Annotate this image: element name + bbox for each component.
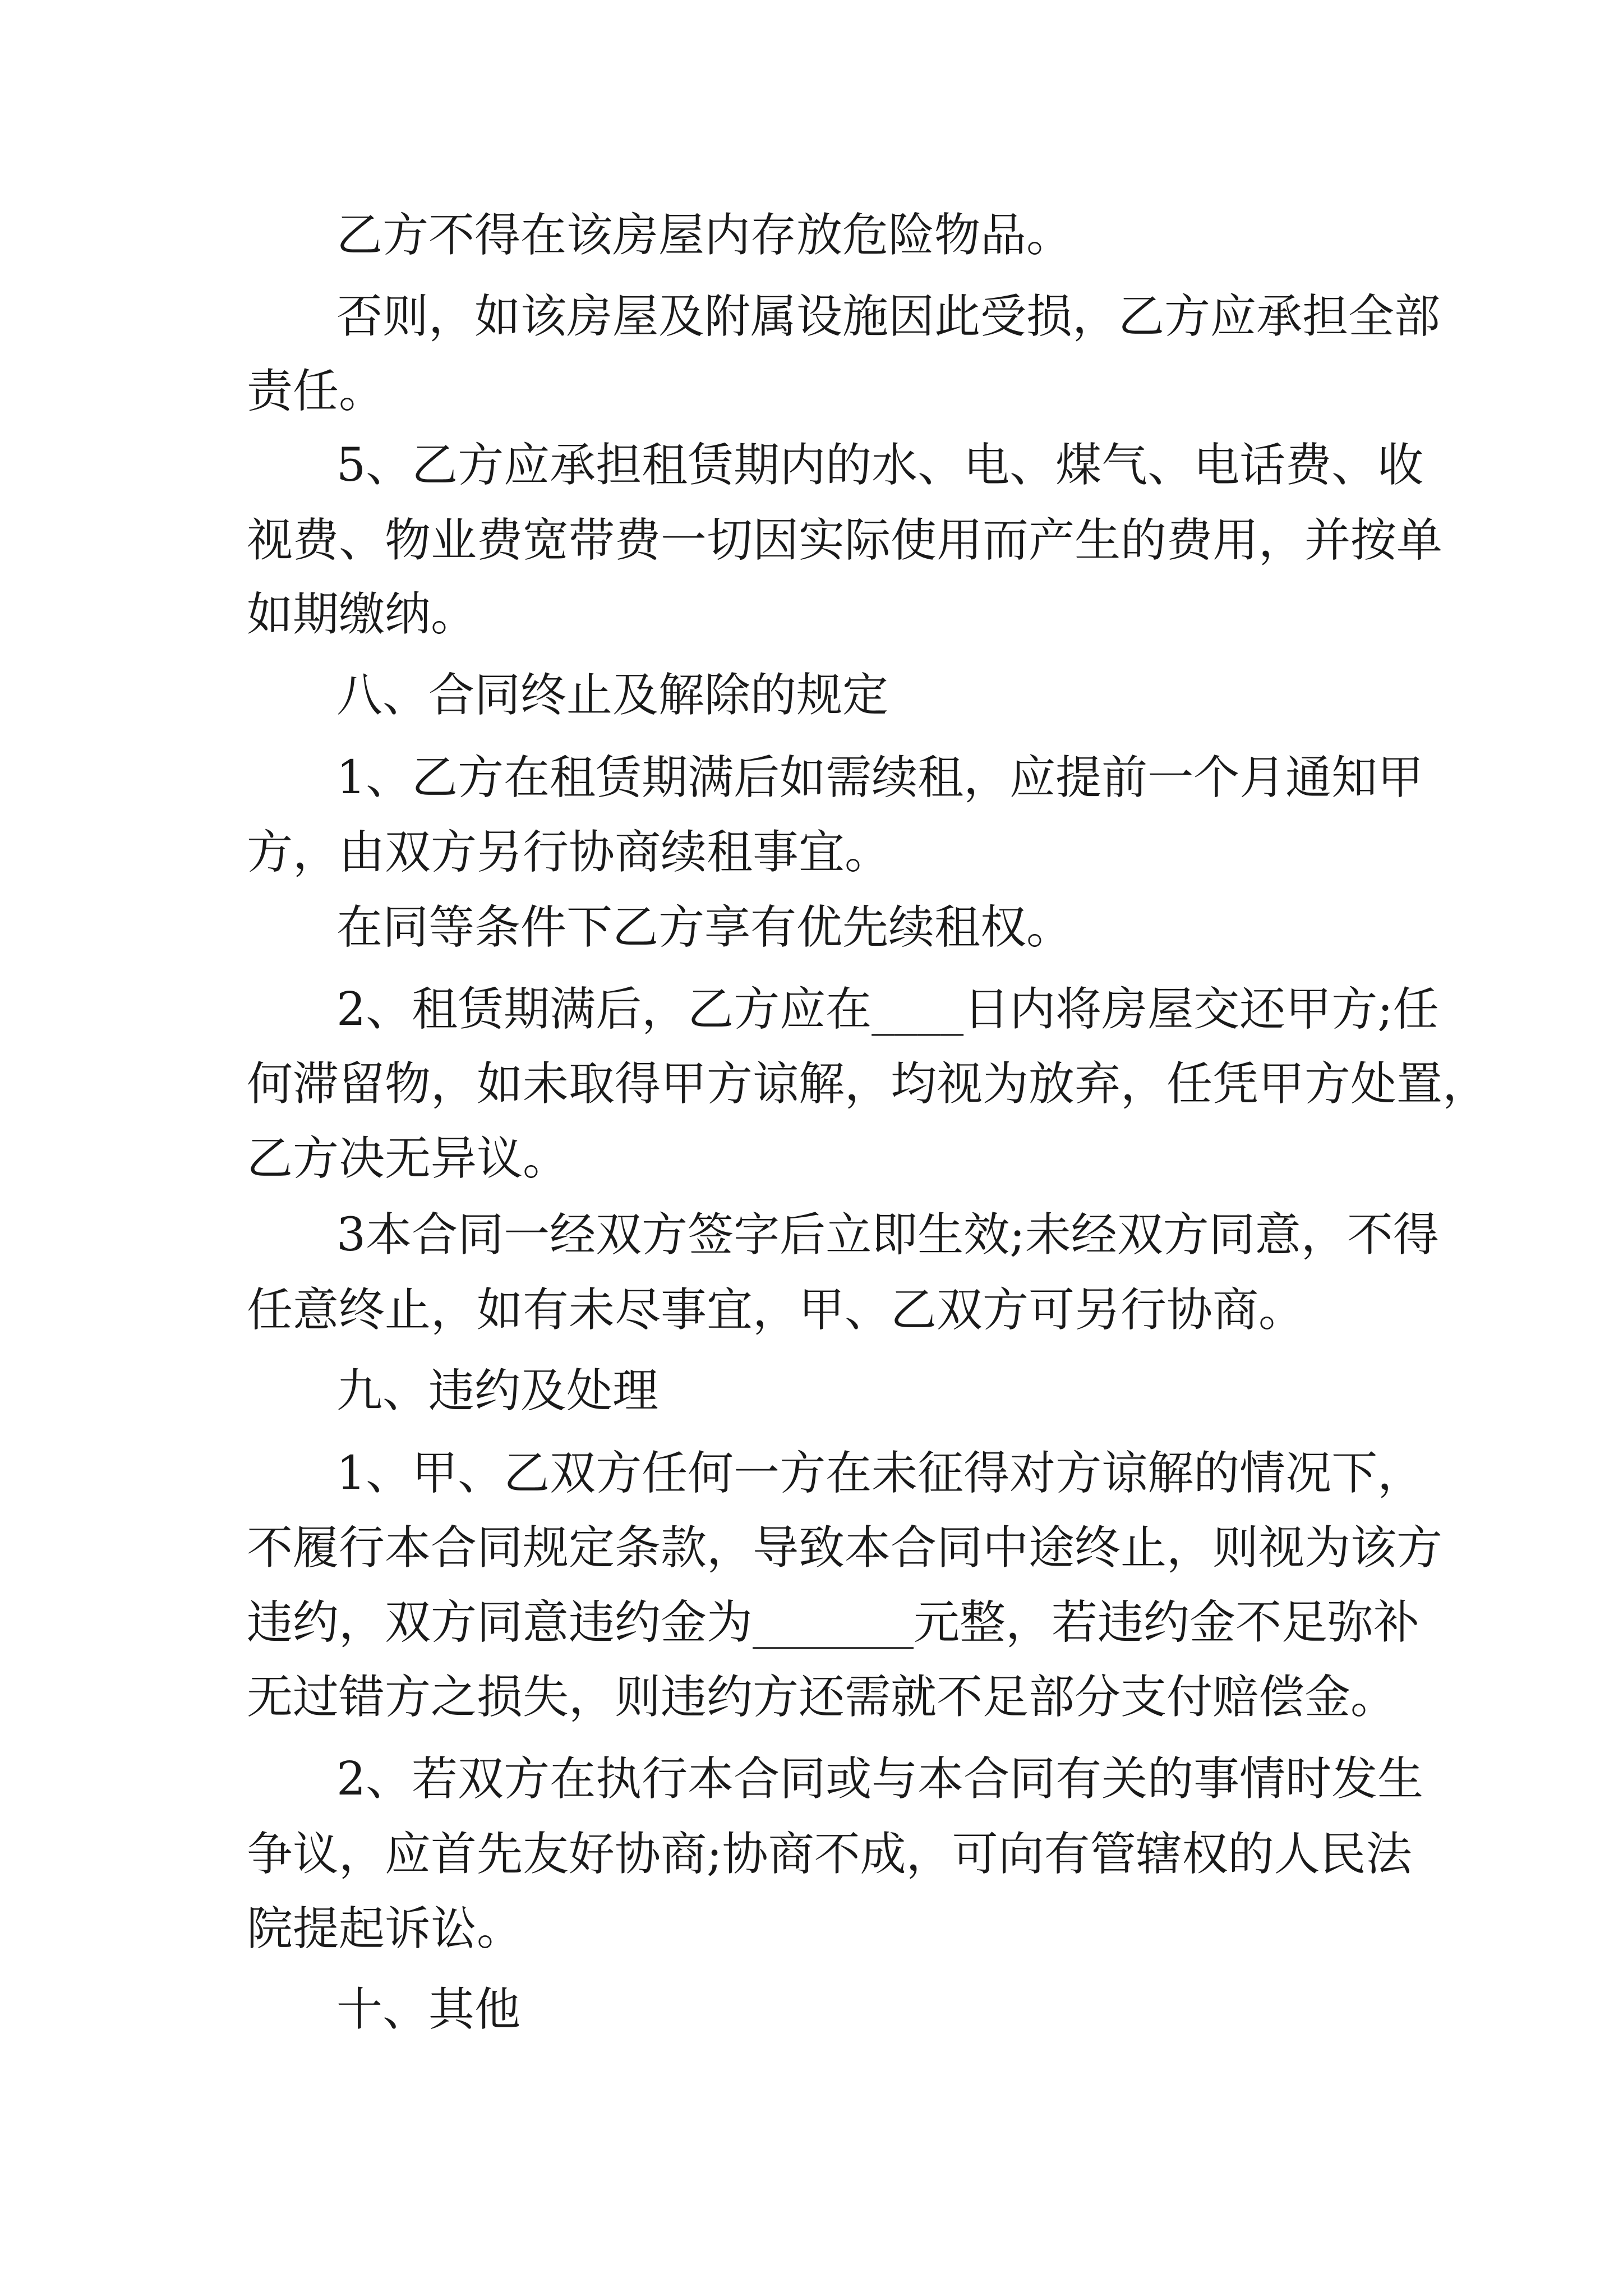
section-heading: 十、其他	[336, 1983, 521, 2036]
text-line: 任意终止，如有未尽事宜，甲、乙双方可另行协商。	[247, 1283, 1305, 1337]
text-line: 否则，如该房屋及附属设施因此受损，乙方应承担全部	[336, 290, 1441, 343]
text-line: 违约，双方同意违约金为_______元整，若违约金不足弥补	[247, 1596, 1420, 1649]
text-line: 2、租赁期满后，乙方应在____日内将房屋交还甲方;任	[336, 983, 1439, 1036]
text-line: 1、乙方在租赁期满后如需续租，应提前一个月通知甲	[336, 751, 1424, 804]
text-line: 何滞留物，如未取得甲方谅解，均视为放弃，任凭甲方处置，	[247, 1057, 1489, 1111]
text-line: 乙方决无异议。	[247, 1132, 569, 1185]
text-line: 如期缴纳。	[247, 588, 477, 641]
text-line: 视费、物业费宽带费一切因实际使用而产生的费用，并按单	[247, 514, 1443, 567]
text-line: 3本合同一经双方签字后立即生效;未经双方同意，不得	[336, 1208, 1439, 1262]
text-line: 2、若双方在执行本合同或与本合同有关的事情时发生	[336, 1752, 1424, 1806]
section-heading: 九、违约及处理	[336, 1364, 659, 1418]
text-line: 无过错方之损失，则违约方还需就不足部分支付赔偿金。	[247, 1671, 1397, 1724]
text-line: 1、甲、乙双方任何一方在未征得对方谅解的情况下，	[336, 1447, 1424, 1500]
text-line: 方，由双方另行协商续租事宜。	[247, 826, 891, 879]
text-line: 在同等条件下乙方享有优先续租权。	[336, 901, 1073, 954]
section-heading: 八、合同终止及解除的规定	[336, 669, 889, 722]
text-line: 乙方不得在该房屋内存放危险物品。	[336, 209, 1073, 262]
text-line: 院提起诉讼。	[247, 1902, 523, 1955]
text-line: 争议，应首先友好协商;协商不成，可向有管辖权的人民法	[247, 1828, 1412, 1881]
text-line: 不履行本合同规定条款，导致本合同中途终止，则视为该方	[247, 1521, 1443, 1575]
text-line: 责任。	[247, 365, 385, 418]
text-line: 5、乙方应承担租赁期内的水、电、煤气、电话费、收	[336, 439, 1424, 492]
